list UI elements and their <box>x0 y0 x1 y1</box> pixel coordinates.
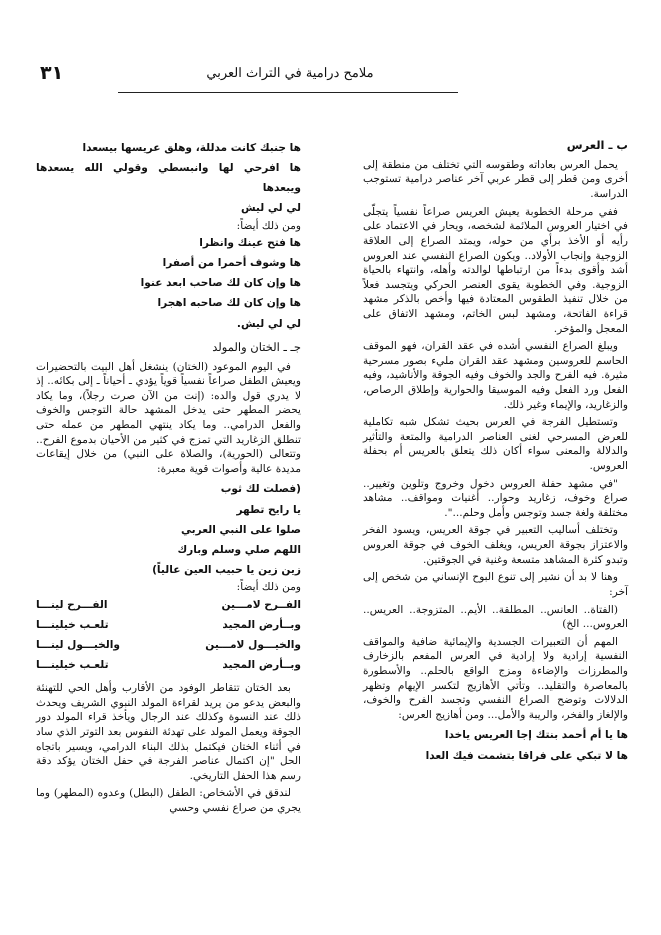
verse-pair-left: تلعـب خيلينـــا <box>36 618 109 631</box>
verse-line: لي لي ليش <box>240 202 301 215</box>
paragraph: وتختلف أساليب التعبير في جوقة العريس، ويسود الفخر والاعتزاز بجوقة العريس، ويغلف الخوف في جوقة العروس وتبدو كثرة المشاهد متسعة وغنية في الجوقتين. <box>363 524 628 566</box>
verse-line: ها وإن كان لك صاحبه اهجرا <box>157 297 301 310</box>
page-number: ٣١ <box>40 62 64 84</box>
section-heading-wedding: ب ـ العرس <box>566 138 628 152</box>
verse-line: لي لي ليش. <box>236 317 301 330</box>
paragraph: لندقق في الأشخاص: الطفل (البطل) وعدوه (المطهر) وما يجري من صراع نفسي وحسي <box>36 787 301 815</box>
page-header <box>40 62 614 96</box>
verse-line: (فصلت لك ثوب <box>220 483 301 496</box>
verse-pair-left: تلعـب خيلينـــا <box>36 659 109 672</box>
paragraph: وهنا لا بد أن نشير إلى تنوع البوح الإنساني من شخص إلى آخر: <box>363 571 628 598</box>
verse-line: اللهم صلي وسلم وبارك <box>177 543 301 556</box>
paragraph: ويبلغ الصراع النفسي أشده في عقد القران، فهو الموقف الحاسم للعروسين ومشهد عقد القران مليء بصور مسرحية مثيرة. فيه الفرح والجد والخوف وفيه الجوقة والأناشيد، وفيه الفعل ورد الفعل وفيه الموسيقا والحوارية وإطلاق الرصاص، والزغاريد، والإيماء وغير ذلك. <box>363 340 628 411</box>
note-line: ومن ذلك أيضاً: <box>236 581 301 594</box>
paragraph: ففي مرحلة الخطوبة يعيش العريس صراعاً نفسياً يتجلّى في اختيار العروس الملائمة لشخصه، ويحار في الاعتماد على رأيه أو الأخذ برأي من حوله، ويمتد الصراع إلى العلاقة الزوجية وإنجاب الأولاد.. ويكون الصراع النفسي عند العروس أشد وأقوى بدءاً من ارتباطها لوالدته وأهله، وانتهاء بالحياة الزوجية. وفي الخطوبة يقوى العنصر الحركي ويتجسد فعلاً من خلال تنفيذ الطقوس المعتادة فيها وأخص بالذكر مشهد قراءة الفاتحة، ومشهد لبس الخاتم، ومشهد الاتفاق على المعجل والمؤخر. <box>363 205 628 335</box>
paragraph: (الفتاة.. العانس.. المطلقة.. الأيم.. المتزوجة.. العريس.. العروس... الخ) <box>363 603 628 631</box>
verse-line: ها فتح عينك وانظرا <box>199 237 301 250</box>
quote-paragraph: "في مشهد حفلة العروس دخول وخروج وتلوين وتغيير.. صراع وخوف، زغاريد وحوار.. أغنيات ومواقف.. مشاهد مختلفة ولغة جسد وتوجس وأمل وحلم...". <box>363 477 628 519</box>
verse-line: يا رايح تطهر <box>236 503 301 516</box>
header-rule <box>118 92 458 93</box>
right-column <box>363 138 628 766</box>
verse-pair-left: والخيـــول لينـــا <box>36 638 121 651</box>
paragraph: في اليوم الموعود (الختان) ينشغل أهل البيت بالتحضيرات ويعيش الطفل صراعاً نفسياً قوياً يؤدي ـ أحياناً ـ إلى بكائه.. إذ لا يدري قول والده: (إنت من الآن صرت رجلاً)، وما يكاد يحضر المطهر حتى يدخل المشهد حالة التوجس والخوف والفعل الدرامي.. وما يكاد ينتهي المطهر من عمله حتى تنطلق الزغاريد التي تمزج في كثير من الأحيان بدموع الفرح.. وتتعالى (الحورية)، والصلاة على النبي) من خلال إيقاعات مديدة عالية وأصوات قوية معبرة: <box>36 360 301 475</box>
verse-line: ها لا تبكي على فراقا بتشمت فيك العدا <box>425 749 628 762</box>
left-column <box>36 138 301 819</box>
verse-pair-right: الفــرح لامـــين <box>221 598 301 611</box>
verse-pair <box>36 595 301 615</box>
paragraph: وتستطيل الفرجة في العرس بحيث تشكل شبه تكاملية للعرض المسرحي لغنى العناصر الدرامية والمتعة والتأثير والدلالة والمعنى سواء أكان ذلك يتعلق بالعريس أم بحفلة العروس. <box>363 416 628 473</box>
verse-pair-right: وبــأرض المجيد <box>222 659 301 672</box>
verse-line: ها افرحي لها وانبسطي وقولي الله يسعدها ويبعدها <box>36 162 301 195</box>
verse-pair <box>36 655 301 675</box>
note-line: ومن ذلك أيضاً: <box>236 219 301 232</box>
verse-pair-left: الفـــرح لينـــا <box>36 598 108 611</box>
verse-line: ها جنبك كانت مدللة، وهلق عريسها بيسعدا <box>82 142 301 154</box>
verse-pair <box>36 615 301 635</box>
verse-pair-right: وبــأرض المجيد <box>222 618 301 631</box>
section-heading-circumcision: جـ ـ الختان والمولد <box>212 339 301 354</box>
running-title: ملامح درامية في التراث العربي <box>206 66 374 81</box>
paragraph: المهم أن التعبيرات الجسدية والإيمائية ضافية والمواقف النفسية إرادية ولا إرادية في العرس المفعم بالزخارف والمطرزات والإضاءة ومزج الواقع بالحلم.. والأسطورة بالمعاصرة والتقليد.. وتأتي الأهازيج لتكسر الإيهام وتظهر الدلالات وتوضح الصراع النفسي وتجسد الفرح والخوف، والإلغاز والفخر، والريبة والأمل... ومن أهازيج العرس: <box>363 635 628 721</box>
paragraph: يحمل العرس بعاداته وطقوسه التي تختلف من منطقة إلى أخرى ومن قطر إلى قطر عربي آخر عناصر درامية تستوجب الدراسة. <box>363 158 628 201</box>
verse-line: ها وإن كان لك صاحب ابعد عنوا <box>140 277 301 290</box>
verse-line: زين زين يا حبيب العين عالياً) <box>152 563 301 576</box>
verse-line: صلوا على النبي العربي <box>180 523 301 536</box>
paragraph: بعد الختان تتقاطر الوفود من الأقارب وأهل الحي للتهنئة والبعض يدعو من يريد لقراءة المولد النبوي الشريف ويحدث ذلك عند النسوة وكذلك عند الرجال ويأخذ قراء المولد دور الجوقة ويعمل المولد على تهدئة النفوس بعد التوتر الذي ساد في أثناء الختان فيكتمل بذلك البناء الدرامي، ويسير باتجاه الحل "إن اكتمال عناصر الفرجة في حفل الختان يؤكد دقة رسم هذا الحفل التاريخي. <box>36 682 301 782</box>
verse-pair-right: والخيـــول لامـــين <box>205 638 301 651</box>
verse-line: ها وشوف أحمرا من أصفرا <box>162 257 301 270</box>
verse-line: ها يا أم أحمد بنتك إجا العريس ياخدا <box>444 729 628 742</box>
verse-pair <box>36 635 301 655</box>
